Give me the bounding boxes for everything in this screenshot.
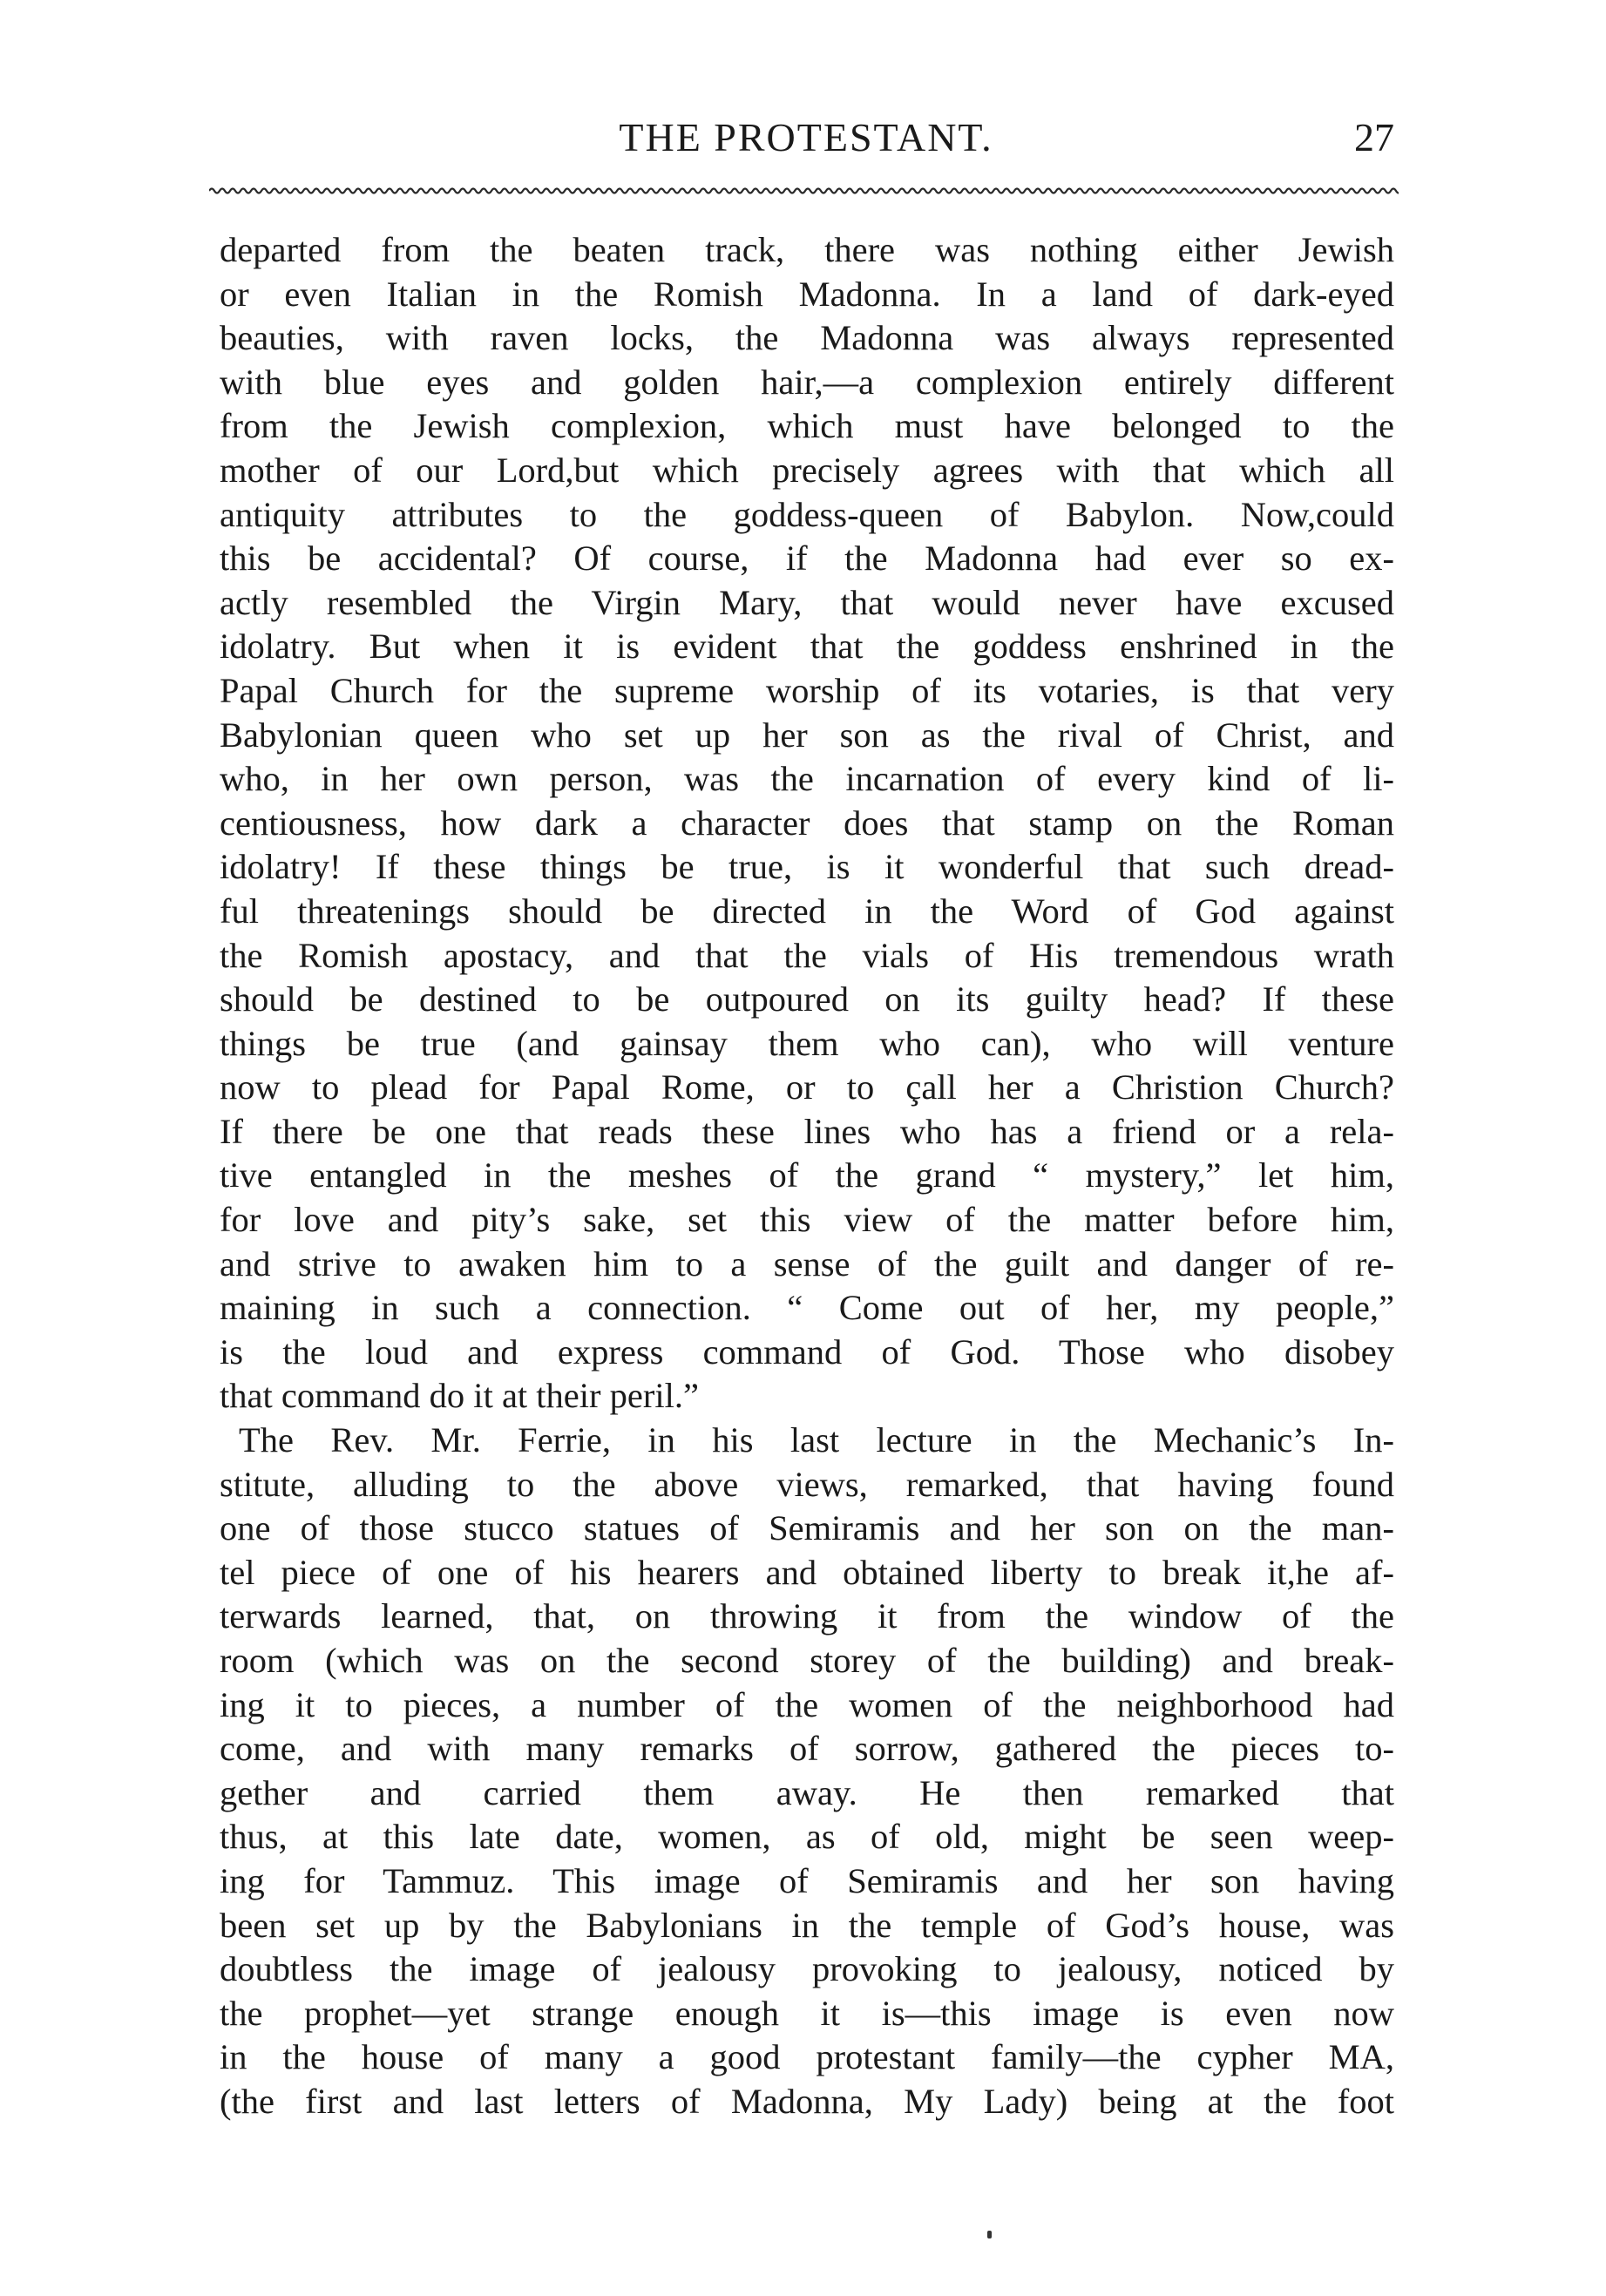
text-line: ing for Tammuz. This image of Semiramis and her son having [220,1860,1394,1900]
text-line: actly resembled the Virgin Mary, that would never have excused [220,582,1394,622]
text-line: room (which was on the second storey of the building) and break- [220,1641,1394,1680]
text-line: in the house of many a good protestant family—the cypher MA, [220,2037,1394,2077]
body-text [220,228,1394,2124]
paragraph-1 [220,228,1394,1419]
text-line: ing it to pieces, a number of the women of the neighborhood had [220,1684,1394,1724]
text-line: Babylonian queen who set up her son as the rival of Christ, and [220,715,1394,755]
text-line: the prophet—yet strange enough it is—this image is even now [220,1993,1394,2033]
text-line: maining in such a connection. “ Come out of her, my people,” [220,1288,1394,1328]
running-head: THE PROTESTANT. [619,115,993,159]
text-line: or even Italian in the Romish Madonna. In a land of dark-eyed [220,274,1394,314]
text-line: one of those stucco statues of Semiramis and her son on the man- [220,1508,1394,1548]
header-wavy-rule [209,185,1399,197]
text-line: now to plead for Papal Rome, or to çall her a Christion Church? [220,1067,1394,1107]
text-line: with blue eyes and golden hair,—a complexion entirely different [220,362,1394,402]
text-line: thus, at this late date, women, as of old, might be seen weep- [220,1817,1394,1857]
text-line: Papal Church for the supreme worship of its votaries, is that very [220,670,1394,710]
text-line: departed from the beaten track, there was nothing either Jewish [220,230,1394,269]
text-line: who, in her own person, was the incarnation of every kind of li- [220,759,1394,799]
text-line: and strive to awaken him to a sense of the guilt and danger of re- [220,1243,1394,1283]
text-line: (the first and last letters of Madonna, My Lady) being at the foot [220,2081,1394,2121]
text-line: that command do it at their peril.” [220,1376,699,1416]
text-line: terwards learned, that, on throwing it from the window of the [220,1596,1394,1636]
text-line: is the loud and express command of God. Those who disobey [220,1331,1394,1372]
text-line: mother of our Lord,but which precisely agrees with that which all [220,450,1394,490]
text-line: the Romish apostacy, and that the vials of His tremendous wrath [220,935,1394,975]
print-speck [987,2231,992,2238]
text-line: If there be one that reads these lines who has a friend or a rela- [220,1111,1394,1151]
text-line: for love and pity’s sake, set this view of the matter before him, [220,1200,1394,1240]
text-line: gether and carried them away. He then remarked that [220,1772,1394,1812]
text-line: this be accidental? Of course, if the Madonna had ever so ex- [220,538,1394,579]
text-line: things be true (and gainsay them who can), who will venture [220,1023,1394,1063]
text-line: tel piece of one of his hearers and obtained liberty to break it,he af- [220,1552,1394,1592]
text-line: from the Jewish complexion, which must have belonged to the [220,406,1394,446]
text-line: tive entangled in the meshes of the grand “ mystery,” let him, [220,1155,1394,1195]
page-header [218,112,1394,164]
text-line: should be destined to be outpoured on its guilty head? If these [220,979,1394,1019]
text-line: centiousness, how dark a character does that stamp on the Roman [220,803,1394,843]
text-line: beauties, with raven locks, the Madonna was always represented [220,318,1394,358]
text-line: antiquity attributes to the goddess-queen of Babylon. Now,could [220,494,1394,534]
page-number: 27 [1354,115,1394,159]
text-line: stitute, alluding to the above views, remarked, that having found [220,1464,1394,1504]
text-line: The Rev. Mr. Ferrie, in his last lecture in the Mechanic’s In- [239,1420,1394,1460]
paragraph-2 [220,1419,1394,2124]
text-line: come, and with many remarks of sorrow, gathered the pieces to- [220,1729,1394,1769]
text-line: ful threatenings should be directed in the Word of God against [220,891,1394,931]
text-line: idolatry! If these things be true, is it wonderful that such dread- [220,847,1394,887]
text-line: doubtless the image of jealousy provoking to jealousy, noticed by [220,1949,1394,1989]
text-line: idolatry. But when it is evident that the goddess enshrined in the [220,626,1394,667]
text-line: been set up by the Babylonians in the temple of God’s house, was [220,1905,1394,1945]
